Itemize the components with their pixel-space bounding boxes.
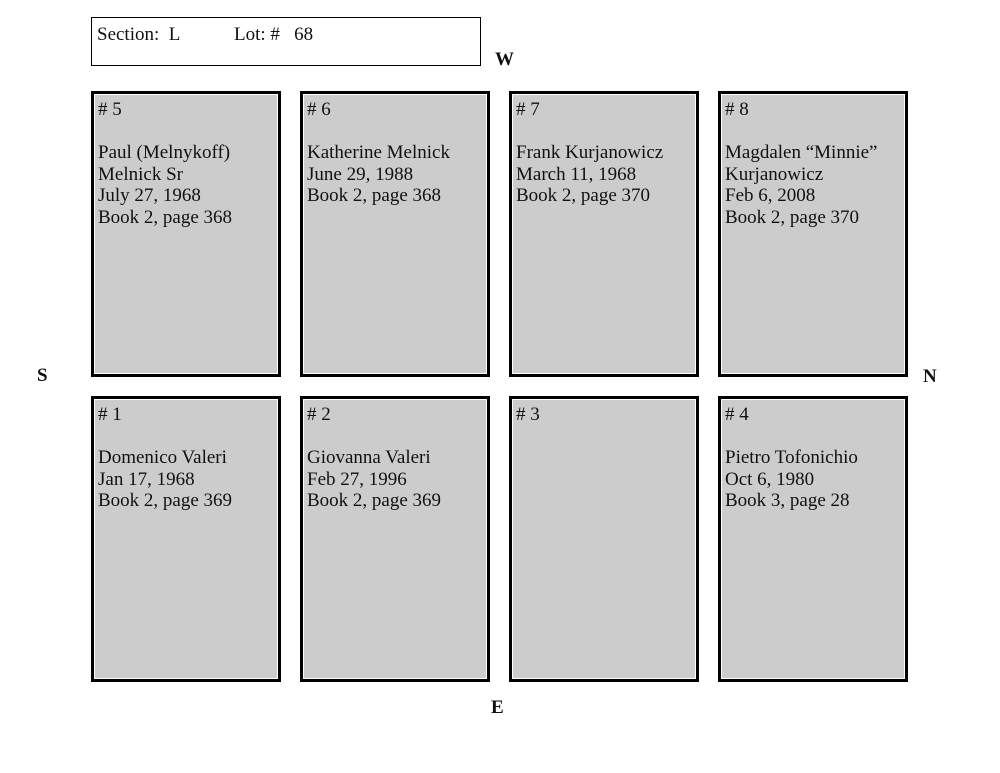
plot-number: # 2 [307, 404, 331, 425]
plot-date: March 11, 1968 [516, 163, 637, 185]
plot-inscription [516, 142, 663, 207]
plot-2 [300, 396, 490, 682]
plot-inscription [307, 447, 441, 512]
compass-north: N [923, 366, 937, 387]
plot-name-line-2: Melnick Sr [98, 163, 183, 185]
plot-record: Book 3, page 28 [725, 490, 850, 511]
plot-record: Book 2, page 370 [725, 206, 860, 228]
plot-name-line-2: Kurjanowicz [725, 163, 824, 185]
plot-number: # 4 [725, 404, 749, 425]
plot-name: Frank Kurjanowicz [516, 142, 664, 163]
plot-number: # 7 [516, 99, 540, 120]
plot-date: Feb 27, 1996 [307, 468, 407, 490]
plot-number: # 5 [98, 99, 122, 120]
plot-1 [91, 396, 281, 682]
plot-name: Katherine Melnick [307, 142, 450, 163]
plot-record: Book 2, page 368 [307, 185, 442, 206]
section-label: Section: L [97, 24, 181, 45]
plot-inscription [98, 142, 232, 228]
plot-date: June 29, 1988 [307, 163, 414, 185]
plot-date: Oct 6, 1980 [725, 468, 815, 490]
plot-record: Book 2, page 369 [307, 490, 442, 511]
plot-7 [509, 91, 699, 377]
plot-inscription [725, 142, 877, 228]
plot-date: Feb 6, 2008 [725, 185, 816, 206]
plot-name: Giovanna Valeri [307, 447, 431, 468]
plot-number: # 8 [725, 99, 749, 120]
plot-number: # 1 [98, 404, 122, 425]
plot-date: Jan 17, 1968 [98, 468, 195, 490]
plot-record: Book 2, page 368 [98, 206, 233, 228]
compass-south: S [37, 365, 48, 386]
plot-5 [91, 91, 281, 377]
compass-east: E [491, 697, 504, 718]
plot-8 [718, 91, 908, 377]
plot-record: Book 2, page 369 [98, 490, 233, 511]
plot-6 [300, 91, 490, 377]
plot-3 [509, 396, 699, 682]
plot-date: July 27, 1968 [98, 185, 201, 206]
plot-record: Book 2, page 370 [516, 185, 651, 206]
plot-name: Domenico Valeri [98, 447, 227, 468]
plot-number: # 3 [516, 404, 540, 425]
plot-inscription [725, 447, 858, 512]
plot-name: Pietro Tofonichio [725, 447, 858, 468]
compass-west: W [495, 49, 514, 70]
plot-name-line-1: Paul (Melnykoff) [98, 142, 231, 163]
plot-number: # 6 [307, 99, 331, 120]
plot-inscription [98, 447, 232, 512]
section-lot-header [91, 17, 481, 66]
plot-name-line-1: Magdalen “Minnie” [725, 142, 878, 163]
plot-4 [718, 396, 908, 682]
plot-inscription [307, 142, 450, 207]
lot-label: Lot: # 68 [234, 24, 314, 45]
